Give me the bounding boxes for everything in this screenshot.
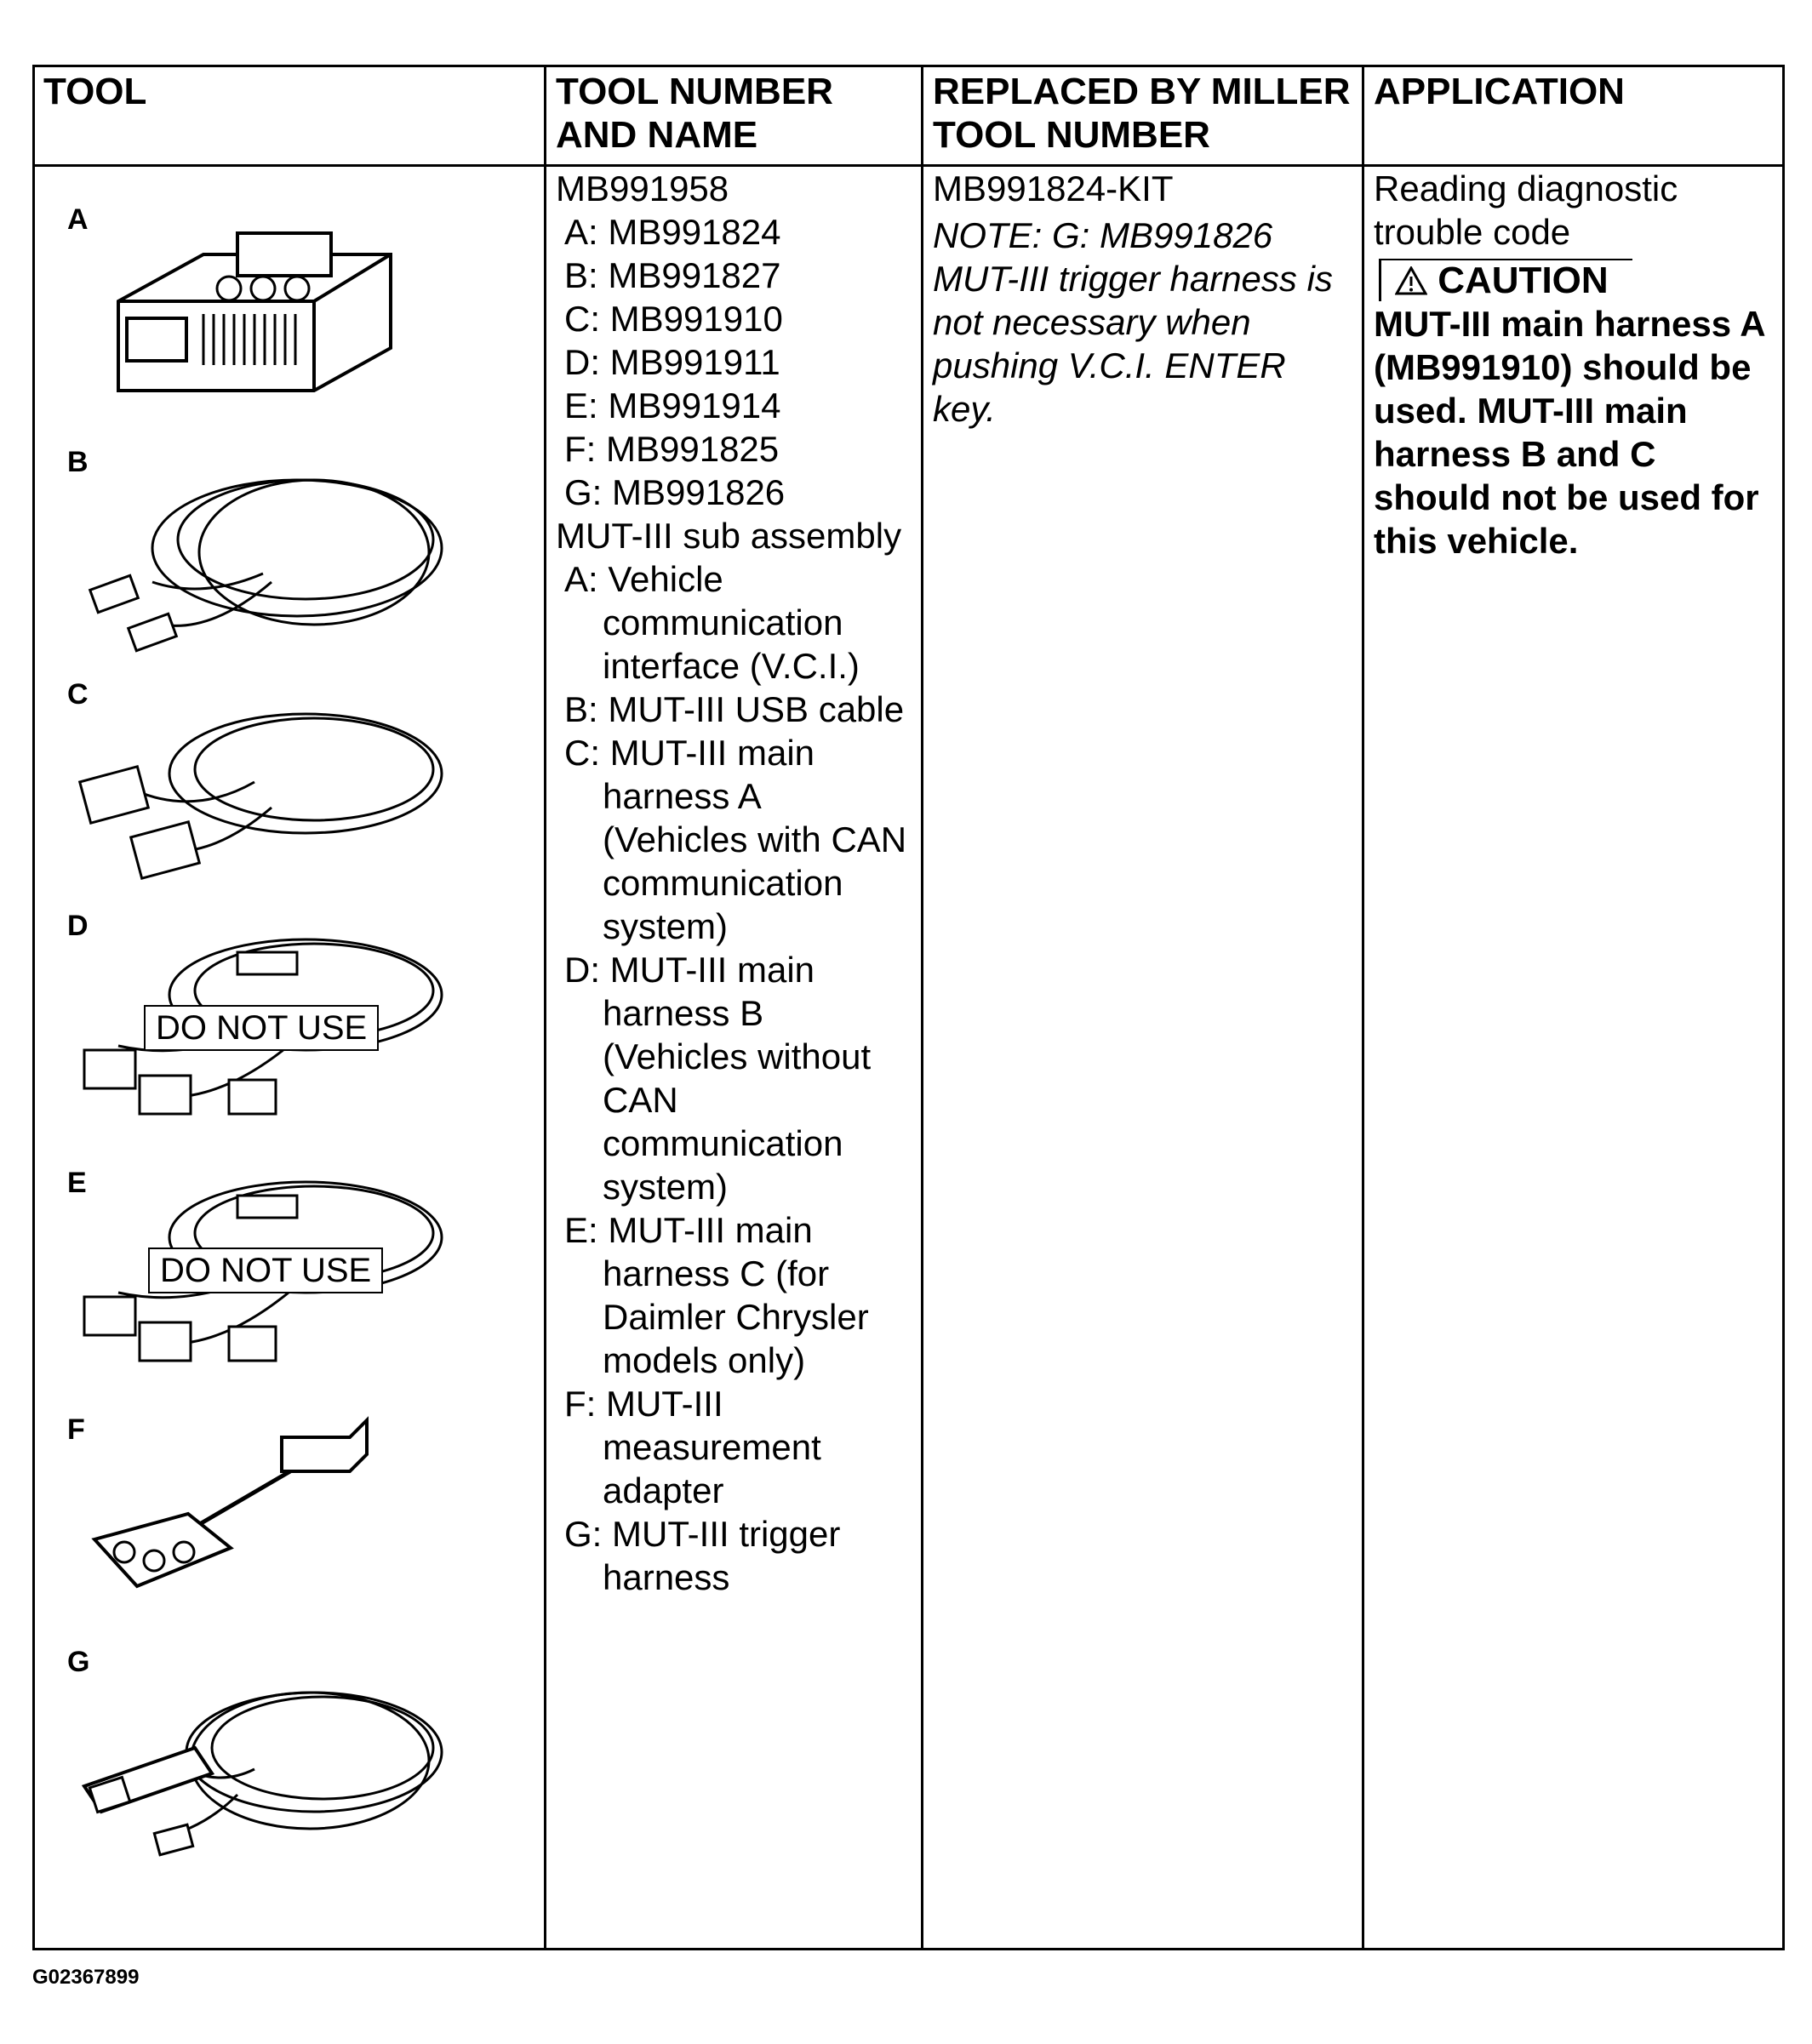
tool-number-cell	[556, 167, 906, 1599]
caution-header	[1379, 259, 1632, 301]
sub-item-line: (Vehicles without	[603, 1036, 872, 1076]
figure-id: G02367899	[32, 1966, 140, 1989]
replaced-by-cell	[933, 167, 1333, 431]
miller-tool-number: MB991824-KIT	[933, 168, 1174, 208]
header-replaced-by	[933, 67, 1351, 157]
component-code: E: MB991914	[564, 385, 781, 425]
header-line: TOOL NUMBER	[556, 71, 833, 112]
measurement-adapter-illustration	[86, 1403, 443, 1607]
sub-item-line: harness B	[603, 993, 764, 1033]
sub-item-line: E: MUT-III main	[564, 1210, 813, 1250]
tool-letter-f: F	[67, 1413, 85, 1446]
header-application: APPLICATION	[1374, 71, 1625, 112]
usb-cable-illustration	[67, 454, 459, 659]
note-line: not necessary when	[933, 302, 1251, 342]
tool-letter-a: A	[67, 203, 89, 236]
caution-label: CAUTION	[1438, 260, 1609, 301]
sub-item-line: (Vehicles with CAN	[603, 819, 907, 859]
sub-item-line: models only)	[603, 1340, 806, 1380]
header-tool: TOOL	[43, 71, 147, 112]
sub-item-line: Daimler Chrysler	[603, 1297, 869, 1337]
note-line: MUT-III trigger harness is	[933, 259, 1333, 299]
component-code: A: MB991824	[564, 212, 781, 252]
caution-line: (MB991910) should be	[1374, 347, 1752, 387]
caution-line: used. MUT-III main	[1374, 391, 1688, 431]
vci-device-illustration	[101, 220, 408, 399]
header-line: REPLACED BY MILLER	[933, 71, 1351, 112]
do-not-use-label-d: DO NOT USE	[144, 1005, 379, 1051]
caution-line: this vehicle.	[1374, 521, 1579, 561]
sub-item-line: harness C (for	[603, 1253, 830, 1293]
sub-item-line: D: MUT-III main	[564, 950, 815, 990]
sub-item-line: system)	[603, 906, 728, 946]
kit-number: MB991958	[556, 168, 729, 208]
trigger-harness-illustration	[67, 1667, 459, 1880]
sub-item-line: harness	[603, 1557, 730, 1597]
note-line: key.	[933, 389, 996, 429]
column-divider	[544, 67, 546, 1948]
tool-letter-c: C	[67, 678, 89, 711]
tool-letter-g: G	[67, 1646, 90, 1678]
application-line: trouble code	[1374, 212, 1571, 252]
header-tool-number	[556, 67, 833, 157]
sub-item-line: communication	[603, 863, 843, 903]
caution-text	[1374, 302, 1766, 562]
tool-letter-e: E	[67, 1167, 87, 1199]
application-line: Reading diagnostic	[1374, 168, 1678, 208]
component-code: F: MB991825	[564, 429, 780, 469]
header-line: TOOL NUMBER	[933, 114, 1210, 156]
sub-item-line: CAN	[603, 1080, 678, 1120]
sub-item-line: measurement	[603, 1427, 821, 1467]
column-divider	[921, 67, 923, 1948]
application-cell	[1374, 167, 1766, 562]
sub-item-line: adapter	[603, 1470, 724, 1510]
sub-item-line: harness A	[603, 776, 762, 816]
note-line: NOTE: G: MB991826	[933, 215, 1273, 255]
sub-item-line: A: Vehicle	[564, 559, 723, 599]
special-tools-table	[32, 65, 1785, 1950]
do-not-use-label-e: DO NOT USE	[148, 1248, 383, 1293]
caution-line: harness B and C	[1374, 434, 1656, 474]
column-divider	[1362, 67, 1364, 1948]
sub-item-line: communication	[603, 1123, 843, 1163]
main-harness-a-illustration	[67, 688, 459, 884]
sub-assembly-title: MUT-III sub assembly	[556, 516, 902, 556]
sub-item-line: communication	[603, 602, 843, 642]
tool-letter-b: B	[67, 446, 89, 478]
component-code: B: MB991827	[564, 255, 781, 295]
caution-line: MUT-III main harness A	[1374, 304, 1766, 344]
replacement-note	[933, 214, 1333, 431]
tool-letter-d: D	[67, 910, 89, 942]
sub-item-line: C: MUT-III main	[564, 733, 815, 773]
sub-item-line: B: MUT-III USB cable	[564, 689, 905, 729]
sub-item-line: system)	[603, 1167, 728, 1207]
caution-line: should not be used for	[1374, 477, 1759, 517]
sub-item-line: G: MUT-III trigger	[564, 1514, 841, 1554]
note-line: pushing V.C.I. ENTER	[933, 345, 1286, 385]
component-code: C: MB991910	[564, 299, 783, 339]
component-code: G: MB991826	[564, 472, 786, 512]
header-line: AND NAME	[556, 114, 758, 156]
sub-item-line: F: MUT-III	[564, 1384, 723, 1424]
warning-triangle-icon	[1395, 266, 1427, 295]
sub-item-line: interface (V.C.I.)	[603, 646, 860, 686]
component-code: D: MB991911	[564, 342, 780, 382]
